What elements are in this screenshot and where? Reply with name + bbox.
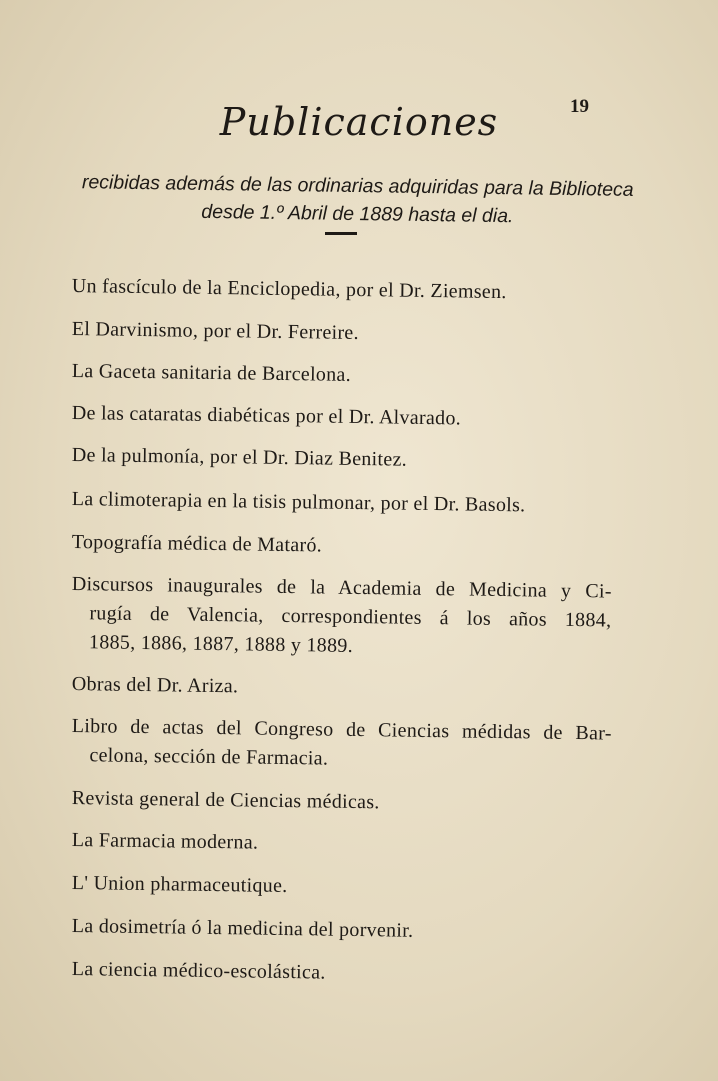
list-item xyxy=(72,912,612,949)
entry-line: La ciencia médico-escolástica. xyxy=(71,957,326,984)
entry-line: Un fascículo de la Enciclopedia, por el Dr. Ziemsen. xyxy=(71,274,507,304)
subtitle-line: desde 1.º Abril de 1889 hasta el dia. xyxy=(201,200,514,228)
subtitle-line: recibidas además de las ordinarias adquiridas para la Biblioteca xyxy=(81,171,634,201)
list-item xyxy=(72,826,612,863)
entry-line: El Darvinismo, por el Dr. Ferreire. xyxy=(71,317,360,345)
page-title: Publicaciones xyxy=(219,100,499,144)
list-item xyxy=(71,570,612,665)
list-item xyxy=(72,784,612,821)
entry-line: celona, sección de Farmacia. xyxy=(89,744,329,770)
entry-line: La climoterapia en la tisis pulmonar, por el Dr. Basols. xyxy=(71,487,526,517)
list-item xyxy=(72,357,612,394)
entry-line: De las cataratas diabéticas por el Dr. Alvarado. xyxy=(71,401,462,430)
entry-line: Topografía médica de Mataró. xyxy=(71,530,323,557)
list-item xyxy=(72,399,612,436)
list-item xyxy=(72,528,612,565)
page-number: 19 xyxy=(570,96,589,117)
list-item xyxy=(72,272,612,309)
entry-line: La dosimetría ó la medicina del porvenir. xyxy=(71,914,414,942)
list-item xyxy=(72,955,612,992)
list-item xyxy=(72,441,612,478)
entry-line: Discursos inaugurales de la Academia de Medicina y Ci- xyxy=(71,572,612,603)
list-item xyxy=(72,869,612,906)
list-item xyxy=(72,485,612,522)
list-item xyxy=(72,670,612,707)
list-item xyxy=(71,712,612,778)
entry-line: De la pulmonía, por el Dr. Diaz Benitez. xyxy=(71,443,408,471)
entry-line: Revista general de Ciencias médicas. xyxy=(71,786,380,814)
entry-line: L' Union pharmaceutique. xyxy=(71,871,288,898)
entry-line: rugía de Valencia, correspondientes á los años 1884, xyxy=(89,602,612,632)
entry-line: Libro de actas del Congreso de Ciencias médidas de Bar- xyxy=(71,714,612,745)
list-item xyxy=(72,315,612,352)
entry-line: Obras del Dr. Ariza. xyxy=(71,672,239,698)
entry-line: 1885, 1886, 1887, 1888 y 1889. xyxy=(88,631,354,657)
entry-line: La Farmacia moderna. xyxy=(71,828,259,854)
entry-line: La Gaceta sanitaria de Barcelona. xyxy=(71,359,352,386)
